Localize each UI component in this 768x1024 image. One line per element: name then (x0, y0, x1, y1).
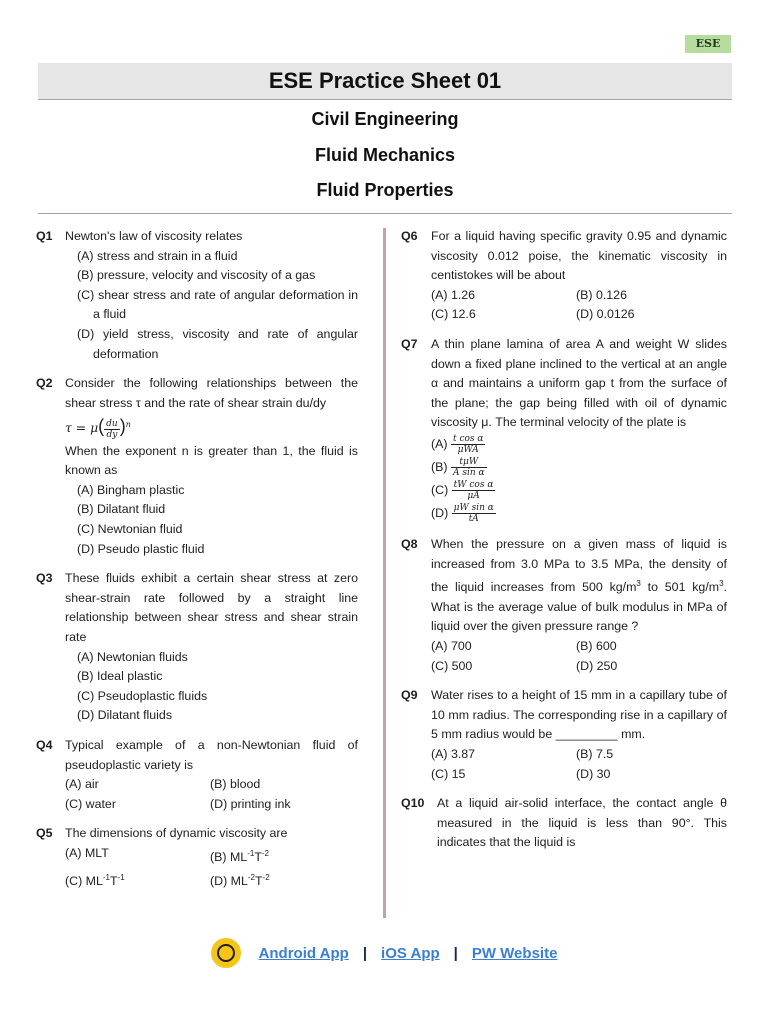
option-a: (A) Bingham plastic (77, 482, 185, 497)
option-b: (B) 0.126 (576, 287, 627, 302)
column-divider (383, 228, 386, 918)
topic-heading: Fluid Mechanics (314, 145, 456, 165)
question-stem: When the pressure on a given mass of liquid is increased from 3.0 MPa to 3.5 MPa, the density of the liquid increases from 500 $kg/m^3$ to 501 $kg/m^3$. What is the average value of bulk modulus in MPa of liquid over the given pressure range ? (431, 536, 727, 634)
option-c: (C) Pseudoplastic fluids (77, 688, 208, 703)
question-stem: A thin plane lamina of area A and weight W slides down a fixed plane inclined to the vertical at an angle α and maintains a uniform gap t from the surface of the plane; the gap being filled with oil of dynamic viscosity μ. The terminal velocity of the plate is (431, 336, 727, 430)
option-b: (B) 7.5 (576, 747, 614, 761)
question-q7 (401, 335, 727, 525)
customer-service-icon (211, 938, 241, 968)
question-number: Q5 (36, 826, 53, 841)
power-law-formula: τ = μ( $\frac{du}{dy}$ )$^n$ (65, 416, 131, 440)
option-a: (A) stress and strain in a fluid (77, 248, 238, 263)
exam-badge: ESE (685, 35, 731, 53)
header-rule (38, 213, 732, 214)
formula-denominator: dy (106, 429, 118, 440)
ios-app-link[interactable]: iOS App (381, 944, 440, 962)
option-d: (D) Dilatant fluids (77, 708, 173, 723)
page-title: ESE Practice Sheet 01 (38, 63, 732, 100)
question-q2 (36, 374, 358, 559)
question-stem: Water rises to a height of 15 mm in a capillary tube of 10 mm radius. The corresponding rise in a capillary of 5 mm radius would be _________ mm. (431, 688, 727, 742)
option-a: (A) 700 (431, 639, 472, 654)
option-c: (C) 15 (431, 766, 466, 781)
question-number: Q2 (36, 376, 53, 391)
option-a: (A) 1.26 (431, 287, 476, 302)
footer-separator: | (362, 944, 368, 962)
question-number: Q9 (401, 688, 418, 703)
left-column (36, 227, 358, 901)
question-number: Q3 (36, 571, 53, 586)
option-d: (D) Pseudo plastic fluid (77, 541, 205, 556)
option-c: (C) water (65, 796, 116, 811)
option-d: (D) printing ink (210, 796, 291, 811)
option-b: (B) blood (210, 777, 261, 792)
question-q6 (401, 227, 727, 325)
subject-heading: Civil Engineering (311, 109, 459, 129)
option-b: (B) $\frac{\text{tμW}}{\text{A sin α}}$ (431, 457, 485, 479)
option-b: (B) Dilatant fluid (77, 502, 166, 517)
question-stem: At a liquid air-solid interface, the contact angle θ measured in the liquid is less than 90°. This indicates that the liquid is (437, 796, 727, 850)
option-b: (B) $ML^{-1}T^{-2}$ (210, 848, 270, 865)
subtopic-heading: Fluid Properties (316, 180, 454, 200)
question-stem: The dimensions of dynamic viscosity are (65, 826, 288, 841)
question-q3 (36, 569, 358, 726)
android-app-link[interactable]: Android App (258, 944, 349, 962)
footer-separator: | (453, 944, 458, 962)
option-c: (C) shear stress and rate of angular deformation in a fluid (77, 287, 358, 322)
question-stem: Consider the following relationships between the shear stress τ and the rate of shear strain du/dy (65, 376, 358, 410)
formula-numerator: du (106, 418, 118, 429)
question-stem: Typical example of a non-Newtonian fluid of pseudoplastic variety is (65, 738, 358, 772)
pw-website-link[interactable]: PW Website (471, 944, 558, 962)
question-stem: Newton's law of viscosity relates (65, 229, 243, 243)
question-number: Q7 (401, 336, 418, 351)
option-a: (A) air (65, 777, 99, 792)
question-number: Q6 (401, 229, 418, 243)
option-b: (B) 600 (576, 639, 617, 654)
option-c: (C) $\frac{\text{tW cos α}}{\mu A}$ (431, 480, 494, 502)
option-c: (C) Newtonian fluid (77, 522, 183, 537)
question-number: Q10 (401, 796, 425, 811)
option-a: (A) Newtonian fluids (77, 649, 188, 664)
option-c: (C) 500 (431, 658, 473, 673)
footer-links (0, 938, 768, 968)
question-q9 (401, 686, 727, 784)
question-number: Q1 (36, 229, 53, 243)
question-q4 (36, 736, 358, 814)
question-q5 (36, 824, 358, 891)
option-d: (D) 0.0126 (576, 307, 635, 322)
formula-lhs: τ = μ (65, 420, 99, 436)
question-stem: These fluids exhibit a certain shear stress at zero shear-strain rate followed by a straight line relationship between shear stress and shear strain rate (65, 571, 358, 645)
question-q8 (401, 535, 727, 676)
option-d: (D) $\frac{\text{μW sin α}}{tA}$ (431, 503, 494, 525)
option-c: (C) 12.6 (431, 307, 476, 322)
right-column (401, 227, 727, 863)
question-number: Q8 (401, 536, 418, 551)
option-c: (C) $ML^{-1}T^{-1}$ (65, 872, 125, 888)
option-d: (D) 30 (576, 766, 611, 781)
option-a: (A) MLT (65, 845, 109, 860)
question-stem: For a liquid having specific gravity 0.95 and dynamic viscosity 0.012 poise, the kinematic viscosity in centistokes will be about (431, 229, 727, 283)
option-a: (A) 3.87 (431, 747, 476, 761)
question-q1 (36, 227, 358, 364)
option-b: (B) pressure, velocity and viscosity of a gas (77, 268, 316, 283)
formula-exponent: n (125, 420, 131, 430)
question-number: Q4 (36, 738, 53, 752)
option-d: (D) yield stress, viscosity and rate of angular deformation (77, 326, 358, 361)
option-d: (D) $ML^{-2}T^{-2}$ (210, 872, 270, 888)
question-q10 (401, 794, 727, 853)
option-b: (B) Ideal plastic (77, 669, 163, 684)
option-a: (A) $\frac{\text{t cos α}}{\text{μWA}}$ (431, 434, 484, 456)
question-stem-2: When the exponent n is greater than 1, the fluid is known as (65, 443, 358, 478)
option-d: (D) 250 (576, 658, 618, 673)
